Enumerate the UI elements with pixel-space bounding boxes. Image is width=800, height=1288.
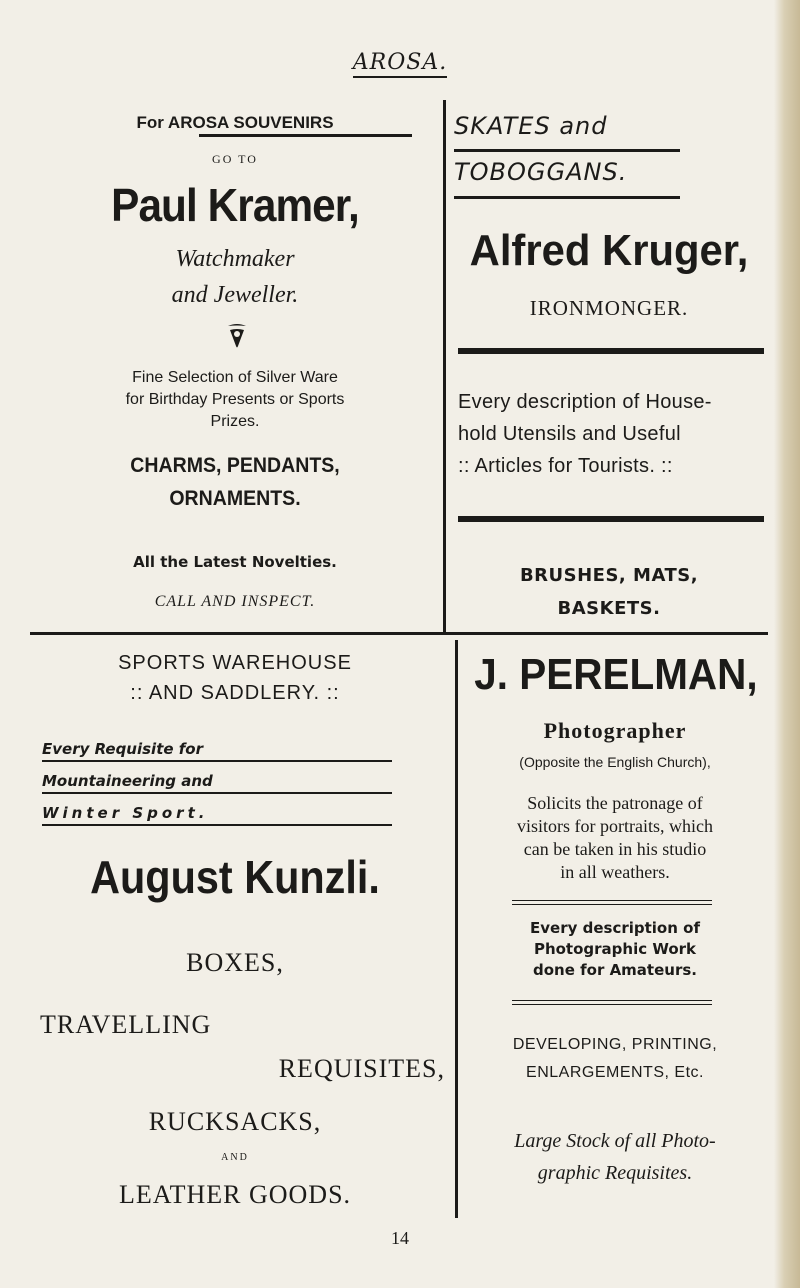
kruger-headline-1: SKATES and — [454, 112, 608, 140]
perelman-services-2: ENLARGEMENTS, Etc. — [526, 1064, 704, 1081]
column-divider-top — [443, 100, 446, 632]
kruger-trade: IRONMONGER. — [529, 296, 689, 320]
perelman-desc-line: Solicits the patronage of — [527, 793, 703, 813]
kramer-desc-line: Fine Selection of Silver Ware — [132, 369, 338, 386]
kramer-go-to: GO TO — [212, 152, 258, 166]
perelman-desc-line: can be taken in his studio — [523, 839, 707, 859]
kramer-goods-1: CHARMS, PENDANTS, — [130, 454, 340, 477]
kunzli-goods-5: LEATHER GOODS. — [118, 1180, 352, 1209]
section-divider — [30, 632, 768, 635]
page-header: AROSA. — [0, 50, 800, 75]
kunzli-requisite-3: Winter Sport. — [42, 804, 209, 822]
kruger-desc-line: :: Articles for Tourists. :: — [458, 455, 673, 477]
perelman-trade: Photographer — [543, 718, 687, 743]
kunzli-goods-3: REQUISITES, — [278, 1054, 445, 1083]
column-divider-bottom — [455, 640, 458, 1218]
perelman-desc-line: visitors for portraits, which — [517, 816, 713, 836]
perelman-name: J. PERELMAN, — [474, 650, 758, 699]
perelman-work-line: Photographic Work — [533, 940, 697, 958]
kramer-trade-1: Watchmaker — [175, 246, 295, 272]
kunzli-name: August Kunzli. — [90, 851, 380, 903]
kruger-headline-2: TOBOGGANS. — [454, 158, 628, 186]
kunzli-requisite-underline — [42, 792, 392, 794]
perelman-services-1: DEVELOPING, PRINTING, — [512, 1036, 718, 1053]
perelman-rule — [512, 1004, 712, 1005]
kunzli-goods-2: TRAVELLING — [40, 1010, 212, 1039]
kruger-headline-2-underline — [454, 196, 680, 199]
kunzli-goods-4: RUCKSACKS, — [148, 1107, 322, 1136]
kramer-desc-line: for Birthday Presents or Sports — [125, 391, 345, 408]
kramer-trade-2: and Jeweller. — [171, 282, 299, 308]
kramer-novelties: All the Latest Novelties. — [133, 553, 337, 571]
kunzli-and: AND — [221, 1152, 249, 1163]
perelman-rule — [512, 1000, 712, 1001]
kruger-name: Alfred Kruger, — [469, 226, 749, 275]
kramer-goods-2: ORNAMENTS. — [169, 487, 301, 510]
perelman-desc-line: in all weathers. — [560, 862, 670, 882]
perelman-rule — [512, 904, 712, 905]
kramer-tagline: For AROSA SOUVENIRS — [136, 113, 334, 132]
kunzli-headline-1: SPORTS WAREHOUSE — [118, 652, 352, 674]
kunzli-requisite-underline — [42, 824, 392, 826]
kunzli-requisite-2: Mountaineering and — [42, 772, 213, 790]
perelman-work-line: Every description of — [530, 919, 700, 937]
kruger-goods-2: BASKETS. — [557, 598, 661, 619]
kruger-desc-line: hold Utensils and Useful — [458, 423, 681, 445]
kramer-desc-line: Prizes. — [210, 413, 260, 430]
page-number: 14 — [391, 1228, 409, 1248]
kunzli-requisite-1: Every Requisite for — [42, 740, 203, 758]
perelman-stock-1: Large Stock of all Photo- — [514, 1130, 716, 1152]
kramer-call-to-action: CALL AND INSPECT. — [154, 593, 316, 610]
kramer-tagline-underline — [199, 134, 412, 137]
fleuron-icon — [226, 322, 248, 354]
kramer-name: Paul Kramer, — [111, 179, 359, 231]
kruger-thick-rule-1 — [458, 348, 764, 354]
kruger-desc-line: Every description of House- — [458, 391, 712, 413]
page-edge — [774, 0, 800, 1288]
kunzli-headline-2: :: AND SADDLERY. :: — [130, 682, 340, 704]
perelman-description — [462, 792, 768, 884]
kruger-goods-1: BRUSHES, MATS, — [519, 565, 699, 586]
kruger-headline-1-underline — [454, 149, 680, 152]
kramer-description — [40, 367, 430, 433]
kunzli-requisite-underline — [42, 760, 392, 762]
perelman-work — [462, 918, 768, 981]
perelman-work-line: done for Amateurs. — [533, 961, 697, 979]
kruger-description — [454, 386, 764, 482]
perelman-rule — [512, 900, 712, 901]
perelman-stock-2: graphic Requisites. — [537, 1162, 693, 1184]
perelman-location: (Opposite the English Church), — [519, 754, 711, 770]
kunzli-goods-1: BOXES, — [186, 948, 284, 977]
kruger-thick-rule-2 — [458, 516, 764, 522]
